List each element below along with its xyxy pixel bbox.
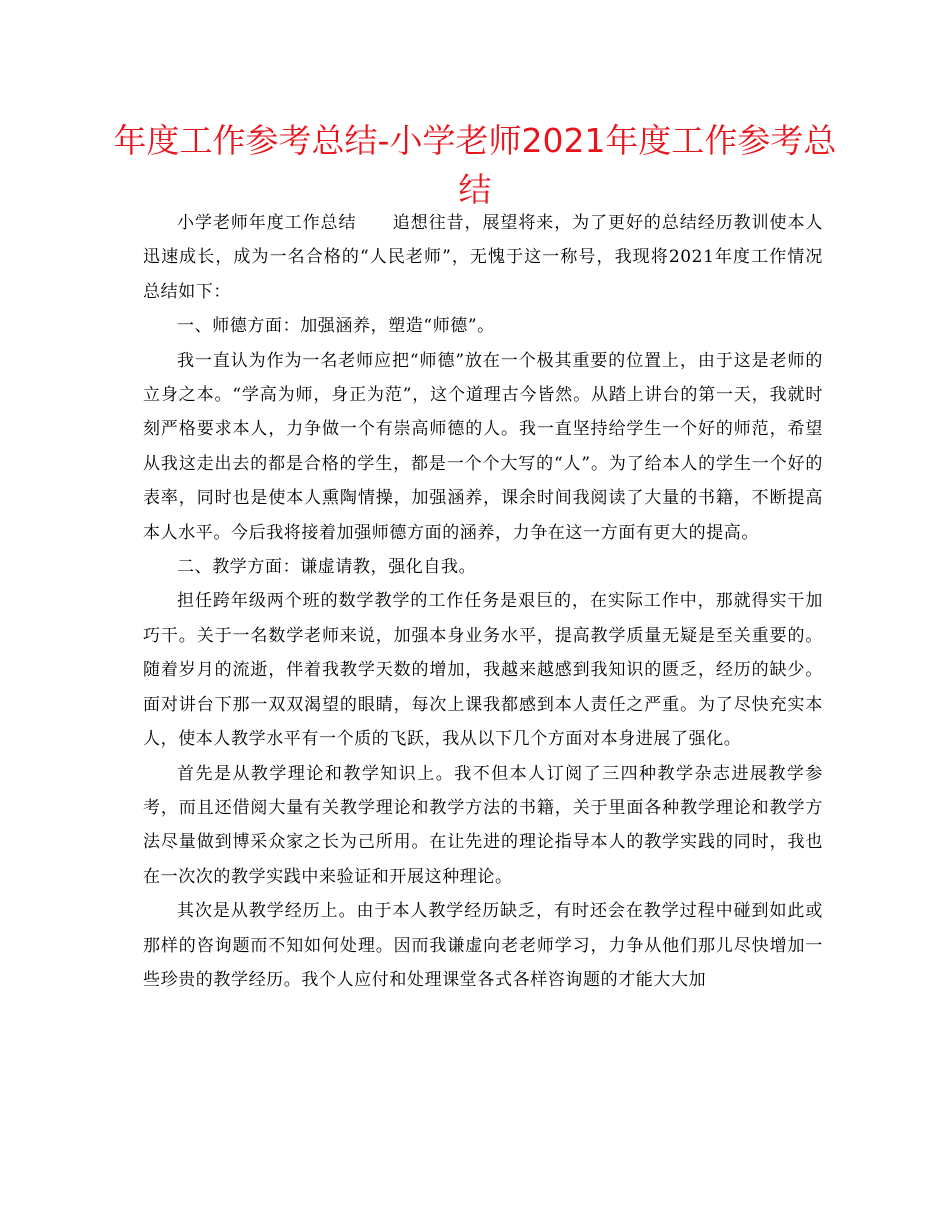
section-heading-teaching: 二、教学方面：谦虚请教，强化自我。 <box>177 557 477 578</box>
intro-heading: 小学老师年度工作总结 <box>177 213 357 233</box>
document-title: 年度工作参考总结-小学老师2021年度工作参考总结 <box>113 121 837 209</box>
section-heading-ethics: 一、师德方面：加强涵养，塑造“师德”。 <box>177 316 495 337</box>
intro-text: 追想往昔，展望将来，为了更好的总结经历教训使本人迅速成长，成为一名合格的“人民老师”，无愧于这一称号，我现将2021年度工作情况总结如下： <box>143 213 824 302</box>
document-body <box>143 206 823 997</box>
paragraph-theory: 首先是从教学理论和教学知识上。我不但本人订阅了三四种教学杂志进展教学参考，而且还借阅大量有关教学理论和教学方法的书籍，关于里面各种教学理论和教学方法尽量做到博采众家之长为己所用。在让先进的理论指导本人的教学实践的同时，我也在一次次的教学实践中来验证和开展这种理论。 <box>143 763 823 887</box>
paragraph-teaching: 担任跨年级两个班的数学教学的工作任务是艰巨的，在实际工作中，那就得实干加巧干。关于一名数学老师来说，加强本身业务水平，提高教学质量无疑是至关重要的。随着岁月的流逝，伴着我教学天数的增加，我越来越感到我知识的匮乏，经历的缺少。面对讲台下那一双双渴望的眼睛，每次上课我都感到本人责任之严重。为了尽快充实本人，使本人教学水平有一个质的飞跃，我从以下几个方面对本身进展了强化。 <box>143 591 823 750</box>
paragraph-experience: 其次是从教学经历上。由于本人教学经历缺乏，有时还会在教学过程中碰到如此或那样的咨询题而不知如何处理。因而我谦虚向老老师学习，力争从他们那儿尽快增加一些珍贵的教学经历。我个人应付和处理课堂各式各样咨询题的才能大大加 <box>143 901 823 990</box>
paragraph-ethics: 我一直认为作为一名老师应把“师德”放在一个极其重要的位置上，由于这是老师的立身之本。“学高为师，身正为范”，这个道理古今皆然。从踏上讲台的第一天，我就时刻严格要求本人，力争做一个有崇高师德的人。我一直坚持给学生一个好的师范，希望从我这走出去的都是合格的学生，都是一个个大写的“人”。为了给本人的学生一个好的表率，同时也是使本人熏陶情操，加强涵养，课余时间我阅读了大量的书籍，不断提高本人水平。今后我将接着加强师德方面的涵养，力争在这一方面有更大的提高。 <box>143 350 823 543</box>
paragraph-intro <box>143 206 823 309</box>
